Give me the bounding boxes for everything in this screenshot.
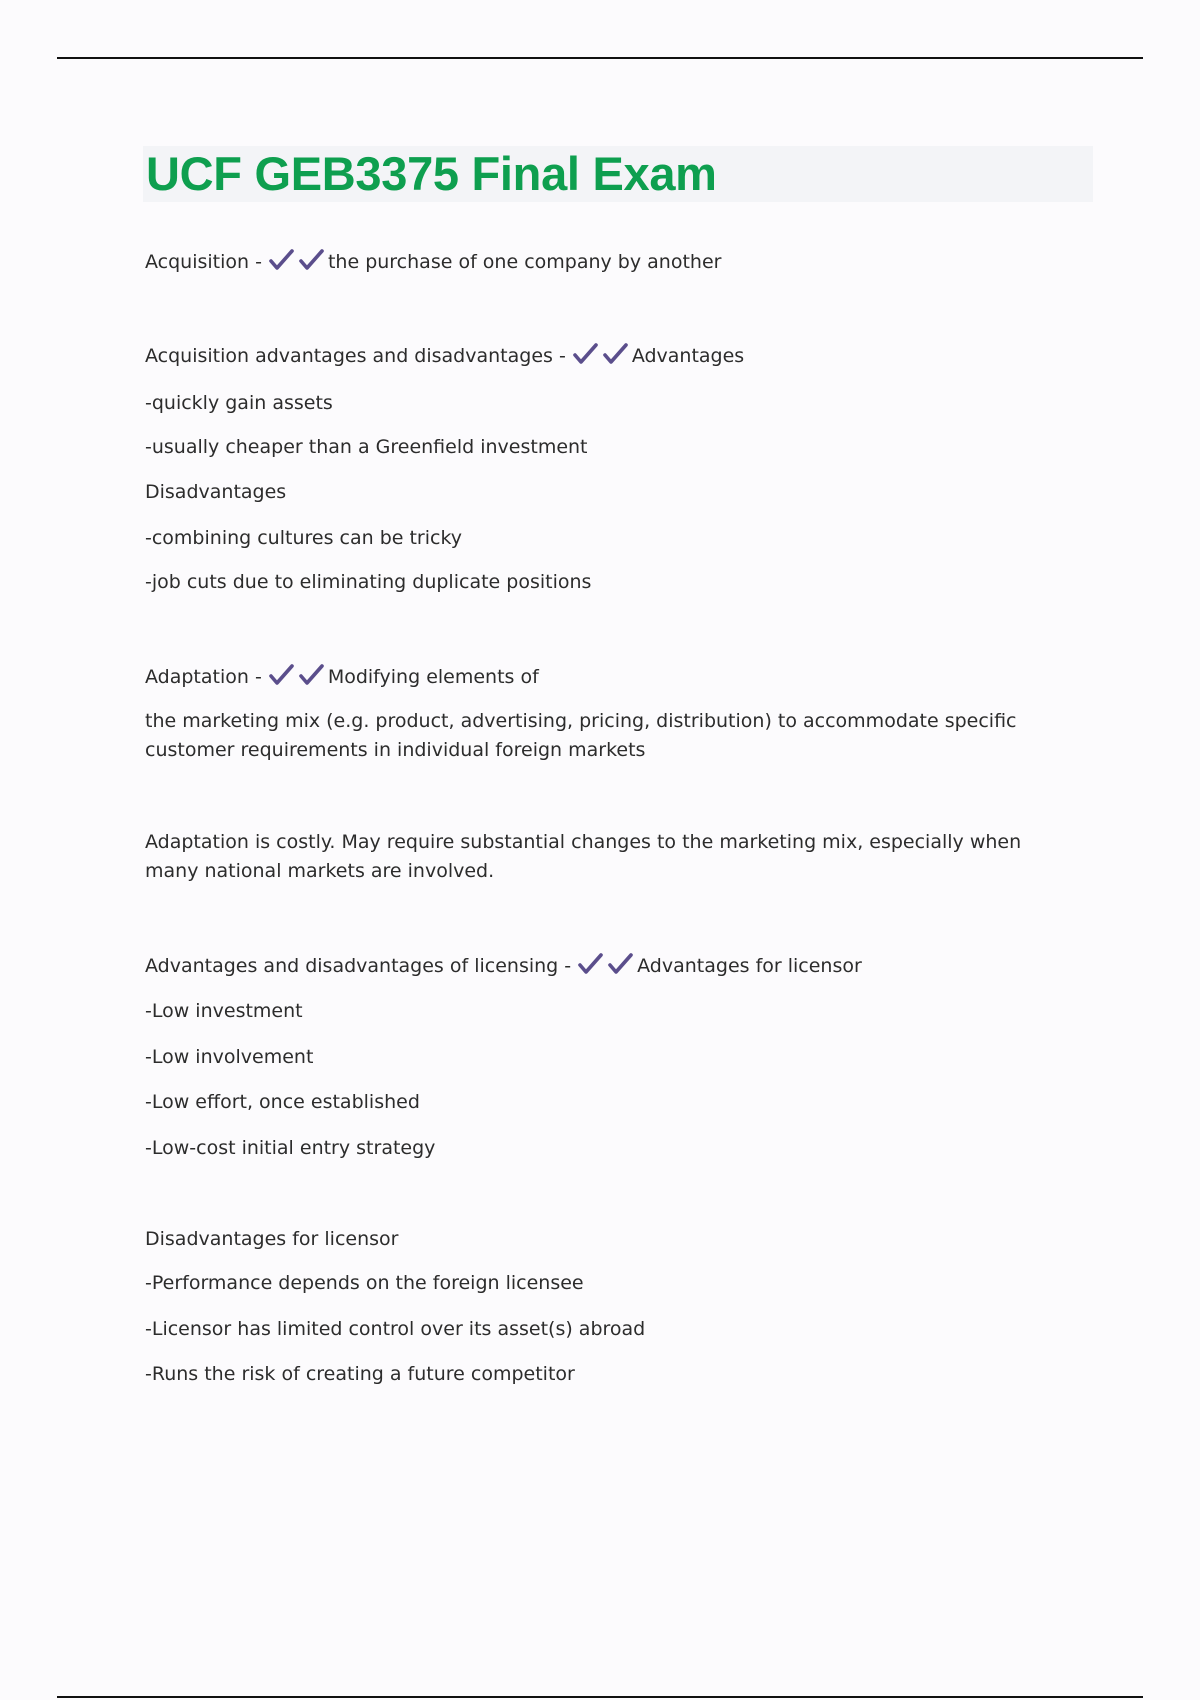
entry-adaptation — [145, 662, 539, 696]
section-heading: Disadvantages for licensor — [145, 1228, 399, 1250]
double-checkmark-icon — [577, 952, 635, 985]
list-item: -job cuts due to eliminating duplicate positions — [145, 571, 592, 593]
header-rule — [57, 57, 1143, 59]
list-item: -Low-cost initial entry strategy — [145, 1137, 436, 1159]
term: Acquisition advantages and disadvantages - — [145, 345, 566, 367]
double-checkmark-icon — [268, 248, 326, 281]
list-item: Disadvantages — [145, 481, 287, 503]
list-item: -quickly gain assets — [145, 392, 333, 414]
paragraph: the marketing mix (e.g. product, advertising, pricing, distribution) to accommodate specific customer requirements in individual foreign markets — [145, 710, 1017, 761]
list-item: -Low investment — [145, 1000, 303, 1022]
entry-acquisition — [145, 247, 721, 281]
list-item: -Low involvement — [145, 1046, 314, 1068]
entry-licensing — [145, 951, 862, 985]
list-item: -Runs the risk of creating a future competitor — [145, 1363, 575, 1385]
definition: the purchase of one company by another — [327, 251, 722, 273]
term: Advantages and disadvantages of licensing - — [145, 955, 572, 977]
term: Adaptation - — [145, 666, 262, 688]
definition: Modifying elements of — [327, 666, 539, 688]
term: Acquisition - — [145, 251, 262, 273]
list-item: -Low effort, once established — [145, 1091, 420, 1113]
entry-acquisition-advantages — [145, 341, 744, 375]
list-item: -usually cheaper than a Greenfield investment — [145, 436, 588, 458]
double-checkmark-icon — [572, 342, 630, 375]
document-title: UCF GEB3375 Final Exam — [146, 147, 717, 200]
paragraph: Adaptation is costly. May require substantial changes to the marketing mix, especially when many national markets are involved. — [145, 831, 1022, 882]
footer-rule — [57, 1696, 1143, 1698]
list-item: -Licensor has limited control over its asset(s) abroad — [145, 1318, 646, 1340]
list-item: -Performance depends on the foreign licensee — [145, 1272, 584, 1294]
definition: Advantages — [631, 345, 745, 367]
double-checkmark-icon — [268, 663, 326, 696]
list-item: -combining cultures can be tricky — [145, 527, 463, 549]
definition: Advantages for licensor — [637, 955, 862, 977]
